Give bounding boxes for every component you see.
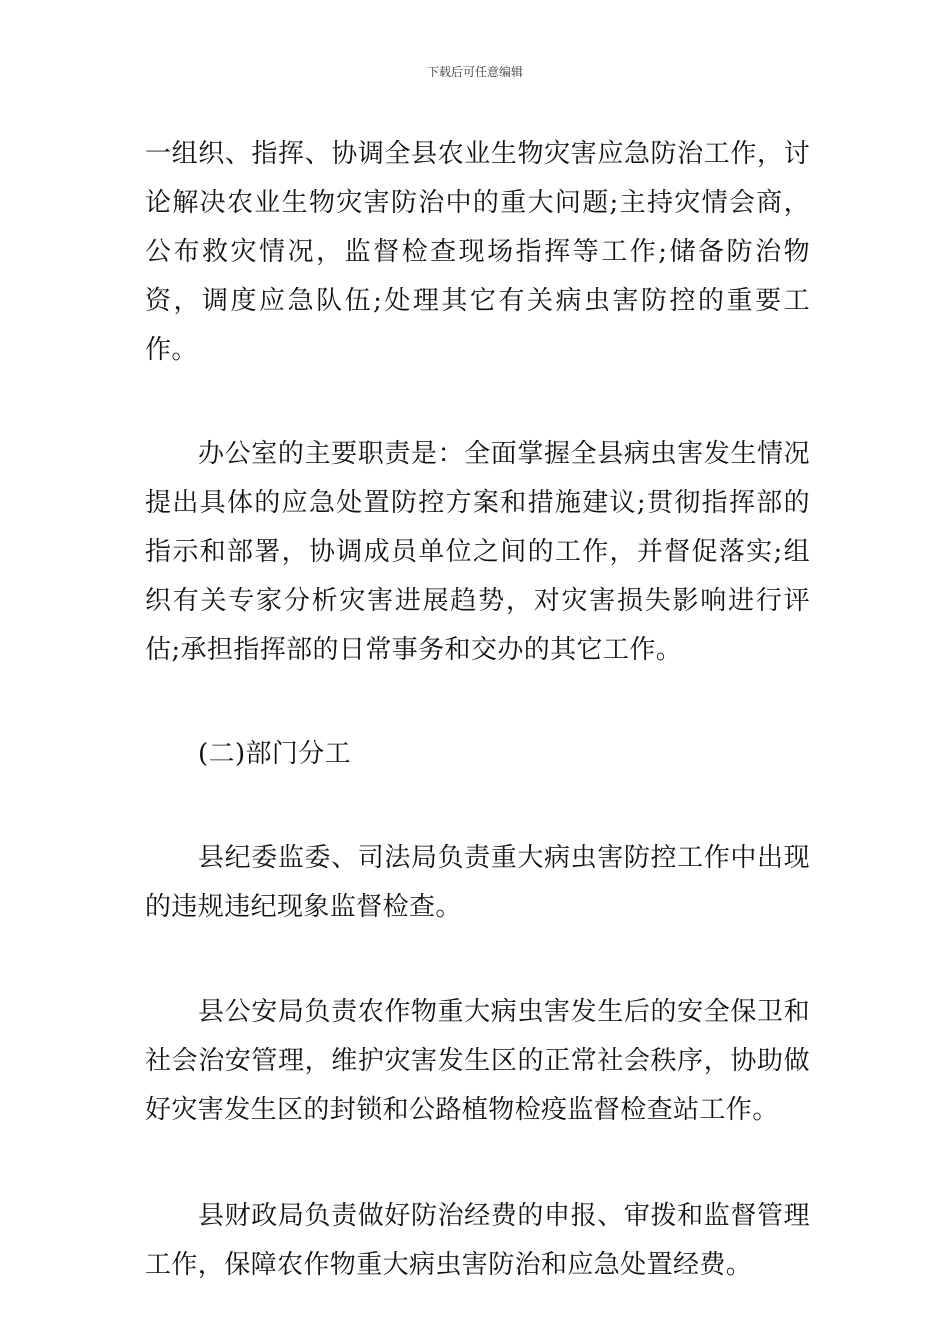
paragraph-public-security-bureau: 县公安局负责农作物重大病虫害发生后的安全保卫和社会治安管理，维护灾害发生区的正常社会秩序，协助做好灾害发生区的封锁和公路植物检疫监督检查站工作。 (145, 997, 810, 1125)
paragraph-finance-bureau: 县财政局负责做好防治经费的申报、审拨和监督管理工作，保障农作物重大病虫害防治和应急处置经费。 (145, 1201, 810, 1280)
page-header: 下载后可任意编辑 (426, 65, 523, 79)
paragraph-office-duties: 办公室的主要职责是：全面掌握全县病虫害发生情况提出具体的应急处置防控方案和措施建议;贯彻指挥部的指示和部署，协调成员单位之间的工作，并督促落实;组织有关专家分析灾害进展趋势，对灾害损失影响进行评估;承担指挥部的日常事务和交办的其它工作。 (145, 439, 810, 665)
paragraph-continuation: 一组织、指挥、协调全县农业生物灾害应急防治工作，讨论解决农业生物灾害防治中的重大问题;主持灾情会商，公布救灾情况，监督检查现场指挥等工作;储备防治物资，调度应急队伍;处理其它有关病虫害防控的重要工作。 (145, 139, 810, 365)
document-body (145, 130, 810, 1290)
section-heading-division-of-labor: (二)部门分工 (198, 739, 352, 769)
paragraph-discipline-commission: 县纪委监委、司法局负责重大病虫害防控工作中出现的违规违纪现象监督检查。 (145, 843, 810, 922)
